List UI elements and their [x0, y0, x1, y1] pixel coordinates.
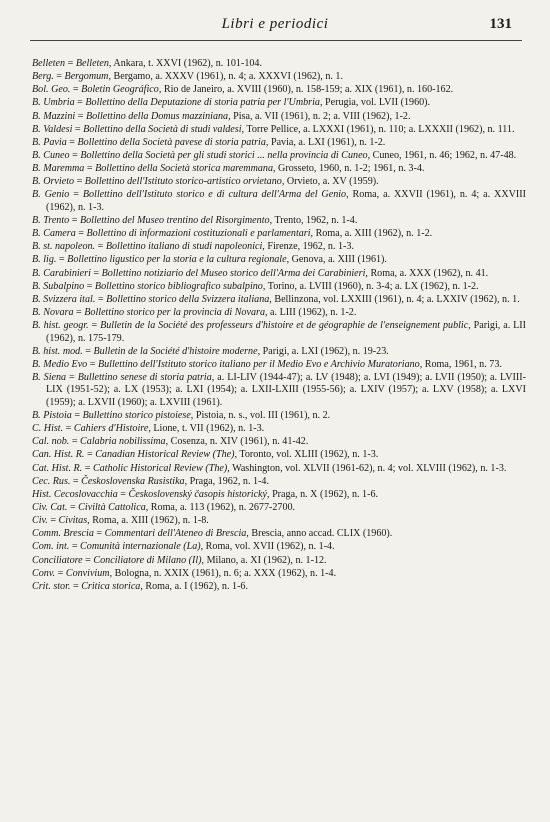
entry-abbreviation: C. Hist.: [32, 423, 64, 435]
entry-details: Roma, vol. XVII (1962), n. 1-4.: [205, 541, 335, 553]
entry-full-title: Boletin Geográfico: [81, 84, 159, 96]
bibliography-entry: [32, 111, 526, 123]
separator: ,: [200, 541, 206, 553]
separator: ,: [262, 280, 268, 292]
equals-sign: =: [95, 241, 106, 253]
separator: ,: [365, 267, 371, 279]
entry-details: Toronto, vol. XLIII (1962), n. 1-3.: [239, 449, 379, 461]
bibliography-entry: [32, 515, 526, 527]
entry-abbreviation: B. Svizzera ital.: [32, 293, 96, 305]
entry-details: Grosseto, 1960, n. 1-2; 1961, n. 3-4.: [278, 163, 425, 175]
entry-abbreviation: Hist. Cecoslovacchia: [32, 488, 118, 500]
entry-full-title: Bollettino notiziario del Museo storico dell'Arma dei Carabinieri: [101, 267, 366, 279]
entry-details: Cuneo, 1961, n. 46; 1962, n. 47-48.: [372, 149, 517, 161]
bibliography-entry: [32, 489, 526, 501]
entry-details: Torino, a. LVIII (1960), n. 3-4; a. LX (1962), n. 1-2.: [267, 280, 479, 292]
separator: ,: [108, 71, 114, 83]
entry-full-title: Bollettino storico della Svizzera italiana: [106, 293, 270, 305]
equals-sign: =: [74, 97, 86, 109]
bibliography-entry: [32, 359, 526, 371]
entry-full-title: Bergomum: [64, 71, 109, 83]
entry-details: Pistoia, n. s., vol. III (1961), n. 2.: [195, 410, 331, 422]
equals-sign: =: [55, 567, 66, 579]
entry-details: Cosenza, n. XIV (1961), n. 41-42.: [170, 436, 309, 448]
separator: ,: [246, 528, 252, 540]
separator: ,: [286, 254, 292, 266]
bibliography-entry: [32, 268, 526, 280]
entry-abbreviation: B. Siena: [32, 372, 67, 383]
separator: ,: [273, 163, 279, 175]
entry-full-title: Bulletin de la Société d'histoire moderne: [93, 345, 258, 357]
separator: ,: [367, 149, 373, 161]
entry-full-title: Bullettino dell'Istituto storico italiano per il Medio Evo e Archivio Muratoriano: [97, 358, 420, 370]
equals-sign: =: [70, 84, 82, 96]
entry-full-title: Bollettino della Domus mazziniana: [85, 110, 229, 122]
entry-abbreviation: B. Maremma: [32, 163, 85, 175]
bibliography-entry: [32, 84, 526, 96]
entry-full-title: Convivium: [65, 567, 110, 579]
entry-full-title: Bollettino della Società per gli studi storici ... nella provincia di Cuneo: [80, 149, 368, 161]
equals-sign: =: [71, 410, 83, 422]
bibliography-entry: [32, 71, 526, 83]
entry-full-title: Bollettino storico per la provincia di Novara: [84, 306, 265, 318]
header-rule: [30, 40, 522, 41]
entry-details: Roma, a. XXVII (1961), n. 4; a. XXVIII (1962), n. 1-3.: [46, 189, 526, 213]
bibliography-entry: [32, 215, 526, 227]
separator: ,: [201, 554, 207, 566]
bibliography-entry: [32, 294, 526, 306]
bibliography-entry: [32, 320, 526, 345]
separator: ,: [109, 567, 115, 579]
entry-abbreviation: B. Medio Evo: [32, 358, 88, 370]
entry-abbreviation: B. Valdesi: [32, 123, 73, 135]
separator: ,: [267, 488, 273, 500]
entry-details: Pavia, a. LXI (1961), n. 1-2.: [270, 136, 386, 148]
entry-abbreviation: B. Mazzini: [32, 110, 76, 122]
equals-sign: =: [75, 228, 87, 240]
bibliography-entry: [32, 568, 526, 580]
separator: ,: [184, 475, 190, 487]
running-title: Libri e periodici: [221, 16, 329, 32]
entry-full-title: Československa Rusistika: [81, 475, 185, 487]
entry-abbreviation: Cec. Rus.: [32, 475, 71, 487]
entry-details: a. LIII (1962), n. 1-2.: [270, 306, 357, 318]
entry-full-title: Commentari dell'Ateneo di Brescia: [104, 528, 247, 540]
bibliography-entry: [32, 449, 526, 461]
bibliography-entry: [32, 436, 526, 448]
equals-sign: =: [95, 293, 107, 305]
entry-full-title: Bullettino senese di storia patria: [77, 372, 212, 383]
bibliography-entry: [32, 307, 526, 319]
equals-sign: =: [69, 189, 83, 201]
bibliography-entry: [32, 528, 526, 540]
separator: ,: [468, 320, 474, 332]
bibliography-entry: [32, 502, 526, 514]
bibliography-entry: [32, 150, 526, 162]
bibliography-entry: [32, 58, 526, 70]
equals-sign: =: [69, 149, 81, 161]
bibliography-entry: [32, 137, 526, 149]
page-header: [0, 14, 550, 38]
entry-details: Pisa, a. VII (1961), n. 2; a. VIII (1962), 1-2.: [233, 110, 411, 122]
separator: ,: [108, 58, 114, 69]
separator: ,: [265, 136, 271, 148]
entry-full-title: Bollettino della Società storica maremmana: [95, 163, 273, 175]
entry-details: Roma, a. XIII (1962), n. 1-2.: [315, 228, 433, 240]
equals-sign: =: [88, 320, 101, 332]
entry-abbreviation: Bol. Geo.: [32, 84, 71, 96]
separator: ,: [145, 502, 151, 514]
entry-details: Firenze, 1962, n. 1-3.: [267, 241, 354, 253]
entry-abbreviation: B. Trento: [32, 215, 70, 226]
separator: ,: [87, 515, 93, 527]
entry-abbreviation: B. Umbria: [32, 97, 75, 109]
entry-details: Bergamo, a. XXXV (1961), n. 4; a. XXXVI (1962), n. 1.: [113, 71, 344, 83]
entry-details: Praga, n. X (1962), n. 1-6.: [272, 488, 379, 500]
separator: ,: [241, 123, 247, 135]
equals-sign: =: [69, 436, 81, 448]
equals-sign: =: [69, 541, 81, 553]
entry-full-title: Bollettino ligustico per la storia e la cultura regionale: [67, 254, 287, 266]
entry-details: Roma, a. 113 (1962), n. 2677-2700.: [150, 502, 296, 514]
equals-sign: =: [65, 58, 76, 69]
entry-details: Trento, 1962, n. 1-4.: [274, 215, 358, 226]
equals-sign: =: [82, 462, 93, 474]
equals-sign: =: [70, 475, 82, 487]
bibliography-entry: [32, 176, 526, 188]
equals-sign: =: [73, 306, 85, 318]
bibliography-entry: [32, 346, 526, 358]
entry-abbreviation: Belleten: [32, 58, 66, 69]
bibliography-entry: [32, 476, 526, 488]
bibliography-entry: [32, 241, 526, 253]
entry-full-title: Bollettino della Società pavese di storia patria: [77, 136, 266, 148]
entry-abbreviation: B. Carabinieri: [32, 267, 91, 279]
bibliography-entry: [32, 555, 526, 567]
entry-details: Rio de Janeiro, a. XVIII (1960), n. 158-159; a. XIX (1961), n. 160-162.: [163, 84, 454, 96]
equals-sign: =: [70, 580, 82, 592]
entry-abbreviation: B. hist. geogr.: [32, 320, 89, 332]
equals-sign: =: [67, 502, 79, 514]
equals-sign: =: [66, 136, 78, 148]
equals-sign: =: [69, 215, 80, 226]
equals-sign: =: [93, 528, 105, 540]
entry-details: Orvieto, a. XV (1959).: [286, 176, 379, 188]
entry-details: Torre Pellice, a. LXXXI (1961), n. 110; a. LXXXII (1962), n. 111.: [246, 123, 515, 135]
entry-full-title: Bullettino storico pistoiese: [82, 410, 191, 422]
bibliography-list: [32, 58, 526, 594]
page-number: 131: [489, 16, 512, 32]
equals-sign: =: [74, 176, 85, 188]
equals-sign: =: [117, 488, 129, 500]
equals-sign: =: [75, 110, 86, 122]
equals-sign: =: [53, 71, 65, 83]
entry-abbreviation: Comm. Brescia: [32, 528, 94, 540]
entry-abbreviation: Cal. nob.: [32, 436, 70, 448]
entry-details: Genova, a. XIII (1961).: [291, 254, 387, 266]
entry-abbreviation: Crit. stor.: [32, 580, 71, 592]
separator: ,: [140, 580, 146, 592]
equals-sign: =: [84, 163, 96, 175]
separator: ,: [148, 423, 154, 435]
separator: ,: [346, 189, 353, 201]
entry-details: Parigi, a. LII (1962), n. 175-179.: [46, 320, 527, 344]
separator: ,: [228, 110, 234, 122]
equals-sign: =: [82, 345, 94, 357]
bibliography-entry: [32, 254, 526, 266]
separator: ,: [158, 84, 164, 96]
entry-full-title: Bollettino della Deputazione di storia patria per l'Umbria: [85, 97, 320, 109]
entry-abbreviation: B. Camera: [32, 228, 76, 240]
separator: ,: [211, 372, 218, 383]
separator: ,: [165, 436, 171, 448]
entry-details: Perugia, vol. LVII (1960).: [325, 97, 431, 109]
entry-details: a. LI-LIV (1944-47); a. LV (1948); a. LVI (1949); a. LVII (1950); a. LVIII-LIX (1951-52); a. LX (1953); a. LXI (1954); a. LXII-LXIII (1955-56); a. LXIV (1957); a. LXV (1958); a. LXVI (1959); a. LXVII (1960); a. LXVIII (1961).: [46, 372, 526, 408]
entry-full-title: Bollettino storico bibliografico subalpino: [94, 280, 263, 292]
entry-abbreviation: Berg.: [32, 71, 54, 83]
entry-full-title: Catholic Historical Review (The): [92, 462, 228, 474]
equals-sign: =: [72, 123, 84, 135]
separator: ,: [227, 462, 233, 474]
equals-sign: =: [82, 554, 94, 566]
entry-details: Washington, vol. XLVII (1961-62), n. 4; vol. XLVIII (1962), n. 1-3.: [232, 462, 507, 474]
entry-abbreviation: B. hist. mod.: [32, 345, 83, 357]
bibliography-entry: [32, 410, 526, 422]
separator: ,: [269, 293, 275, 305]
entry-details: Milano, a. XI (1962), n. 1-12.: [206, 554, 327, 566]
entry-details: Roma, a. XIII (1962), n. 1-8.: [92, 515, 209, 527]
equals-sign: =: [66, 372, 78, 383]
entry-abbreviation: B. Novara: [32, 306, 74, 318]
entry-abbreviation: Civ.: [32, 515, 48, 527]
separator: ,: [319, 97, 326, 109]
entry-full-title: Civitas: [58, 515, 88, 527]
entry-details: Praga, 1962, n. 1-4.: [189, 475, 269, 487]
separator: ,: [190, 410, 196, 422]
bibliography-entry: [32, 541, 526, 553]
bibliography-entry: [32, 163, 526, 175]
entry-full-title: Bulletin de la Société des professeurs d'histoire et de géographie de l'enseignement public: [100, 320, 469, 332]
entry-abbreviation: Conciliatore: [32, 554, 83, 566]
entry-abbreviation: B. st. napoleon.: [32, 241, 96, 253]
separator: ,: [265, 306, 271, 318]
entry-full-title: Bollettino del Museo trentino del Risorgimento: [79, 215, 270, 226]
entry-full-title: Bollettino dell'Istituto storico e di cultura dell'Arma del Genio: [82, 189, 347, 201]
entry-abbreviation: B. Pistoia: [32, 410, 72, 422]
entry-full-title: Critica storica: [81, 580, 141, 592]
entry-abbreviation: Conv.: [32, 567, 56, 579]
bibliography-entry: [32, 281, 526, 293]
separator: ,: [310, 228, 316, 240]
entry-details: Bellinzona, vol. LXXIII (1961), n. 4; a. LXXIV (1962), n. 1.: [274, 293, 520, 305]
bibliography-entry: [32, 124, 526, 136]
entry-full-title: Bollettino italiano di studi napoleonici: [105, 241, 263, 253]
entry-full-title: Cahiers d'Histoire: [73, 423, 149, 435]
equals-sign: =: [87, 358, 98, 370]
equals-sign: =: [56, 254, 68, 266]
separator: ,: [262, 241, 268, 253]
entry-full-title: Civiltà Cattolica: [78, 502, 146, 514]
entry-abbreviation: B. Orvieto: [32, 176, 75, 188]
bibliography-entry: [32, 189, 526, 214]
entry-full-title: Bollettino della Società di studi valdesi: [83, 123, 242, 135]
entry-details: Bologna, n. XXIX (1961), n. 6; a. XXX (1962), n. 1-4.: [114, 567, 337, 579]
entry-abbreviation: B. Subalpino: [32, 280, 85, 292]
bibliography-entry: [32, 463, 526, 475]
entry-full-title: Comunità internazionale (La): [80, 541, 201, 553]
separator: ,: [281, 176, 287, 188]
entry-full-title: Belleten: [75, 58, 109, 69]
entry-full-title: Calabria nobilissima: [80, 436, 166, 448]
entry-abbreviation: B. Cuneo: [32, 149, 70, 161]
bibliography-entry: [32, 372, 526, 409]
entry-details: Roma, 1961, n. 73.: [424, 358, 502, 370]
separator: ,: [234, 449, 240, 461]
bibliography-entry: [32, 228, 526, 240]
entry-details: Roma, a. XXX (1962), n. 41.: [370, 267, 489, 279]
entry-details: Lione, t. VII (1962), n. 1-3.: [153, 423, 265, 435]
entry-full-title: Československý časopis historický: [128, 488, 268, 500]
entry-abbreviation: Com. int.: [32, 541, 70, 553]
bibliography-entry: [32, 97, 526, 109]
equals-sign: =: [84, 449, 96, 461]
entry-abbreviation: B. lig.: [32, 254, 57, 266]
entry-abbreviation: Civ. Cat.: [32, 502, 68, 514]
entry-details: Roma, a. I (1962), n. 1-6.: [145, 580, 249, 592]
separator: ,: [257, 345, 263, 357]
entry-full-title: Bollettino di informazioni costituzionali e parlamentari: [86, 228, 311, 240]
entry-abbreviation: B. Pavia: [32, 136, 67, 148]
entry-abbreviation: Cat. Hist. R.: [32, 462, 83, 474]
bibliography-entry: [32, 423, 526, 435]
equals-sign: =: [63, 423, 74, 435]
separator: ,: [269, 215, 275, 226]
equals-sign: =: [47, 515, 59, 527]
entry-full-title: Bollettino dell'Istituto storico-artistico orvietano: [84, 176, 282, 188]
bibliography-entry: [32, 581, 526, 593]
entry-abbreviation: B. Genio: [32, 189, 70, 201]
entry-full-title: Conciliatore di Milano (Il): [93, 554, 202, 566]
equals-sign: =: [90, 267, 102, 279]
entry-full-title: Canadian Historical Review (The): [95, 449, 235, 461]
entry-details: Brescia, anno accad. CLIX (1960).: [251, 528, 393, 540]
entry-abbreviation: Can. Hist. R.: [32, 449, 85, 461]
separator: ,: [419, 358, 425, 370]
entry-details: Parigi, a. LXI (1962), n. 19-23.: [262, 345, 389, 357]
equals-sign: =: [84, 280, 95, 292]
entry-details: Ankara, t. XXVI (1962), n. 101-104.: [113, 58, 262, 69]
